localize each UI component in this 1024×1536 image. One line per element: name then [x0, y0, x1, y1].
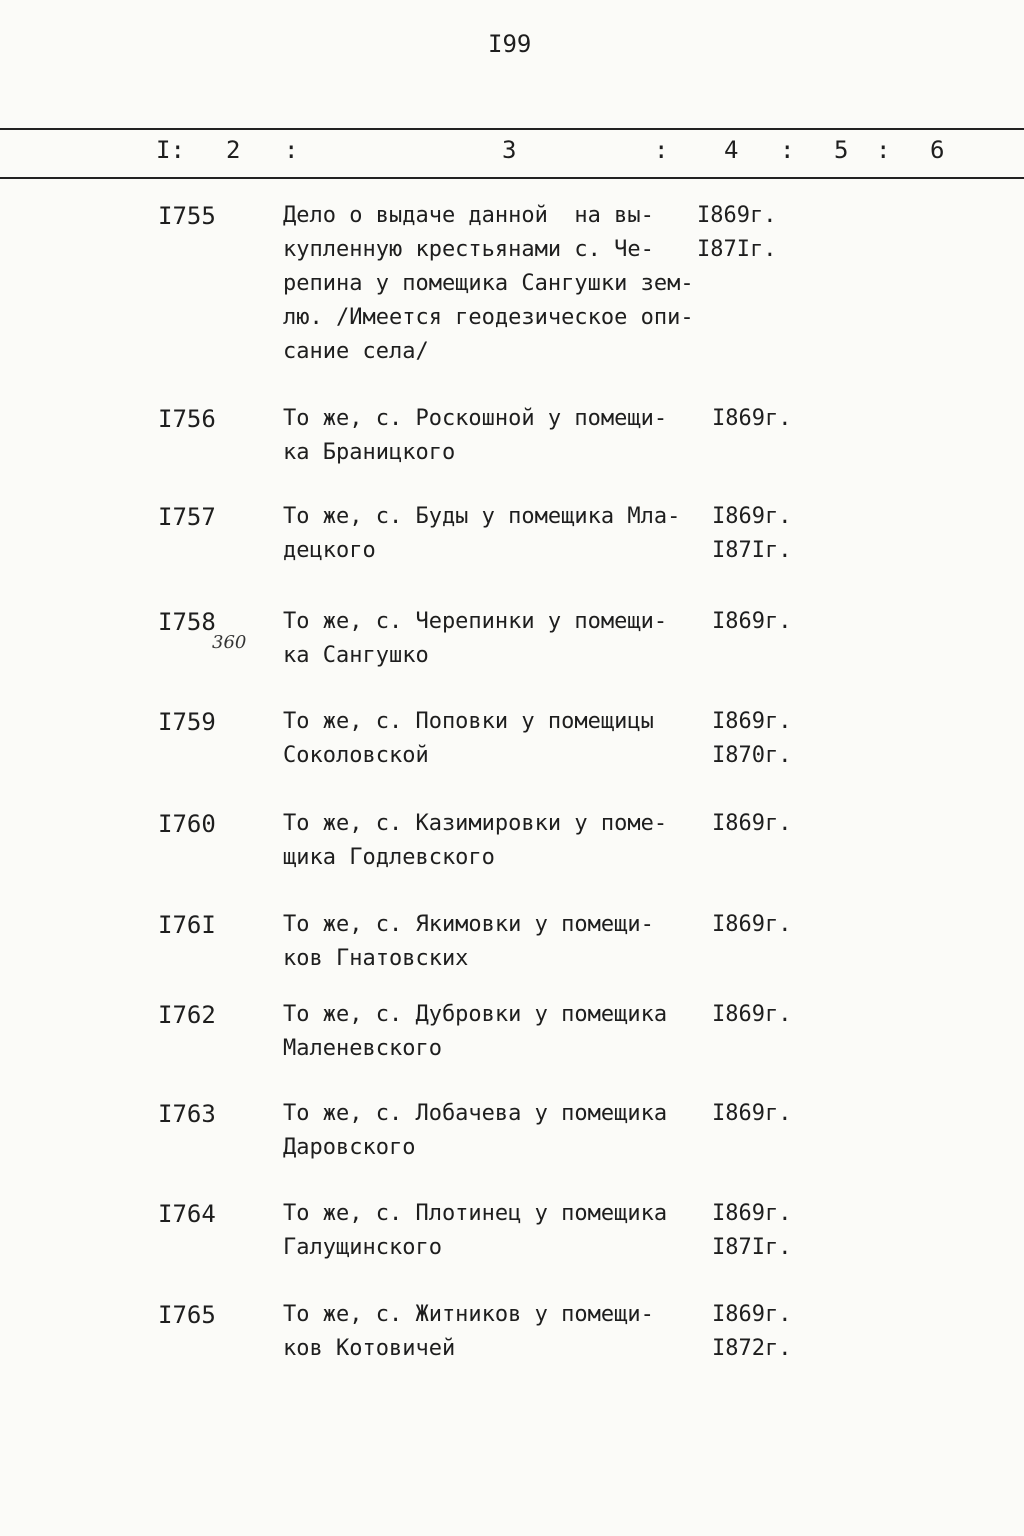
- entry-date: I869г.: [712, 1101, 792, 1126]
- description-line: То же, с. Лобачева у помещика: [283, 1101, 668, 1126]
- entry-number: I757: [158, 503, 216, 531]
- description-line: То же, с. Житников у помещи-: [283, 1302, 654, 1327]
- entry-number: I758: [158, 608, 216, 636]
- description-line: ков Гнатовских: [283, 946, 469, 971]
- description-line: Даровского: [283, 1135, 416, 1160]
- description-line: купленную крестьянами с. Че-: [283, 237, 654, 262]
- description-line: То же, с. Якимовки у помещи-: [283, 912, 654, 937]
- entry-date: I87Iг.: [712, 538, 792, 563]
- entry-dates: [712, 807, 791, 841]
- description-line: То же, с. Роскошной у помещи-: [283, 406, 668, 431]
- entry-description: [283, 908, 723, 976]
- entry-date: I869г.: [712, 1201, 792, 1226]
- column-header-2: 2: [226, 136, 241, 164]
- description-line: репина у помещика Сангушки зем-: [283, 271, 694, 296]
- entry-description: [283, 199, 723, 369]
- entry-number: I755: [158, 202, 216, 230]
- entry-dates: [712, 705, 791, 773]
- page-number: I99: [488, 30, 532, 58]
- header-bottom-rule: [0, 177, 1024, 179]
- entry-number: I76I: [158, 911, 216, 939]
- entry-description: [283, 1298, 723, 1366]
- entry-date: I869г.: [712, 504, 792, 529]
- entry-number: I763: [158, 1100, 216, 1128]
- entry-number: I760: [158, 810, 216, 838]
- column-header-6: 6: [930, 136, 945, 164]
- entry-date: I87Iг.: [712, 1235, 792, 1260]
- description-line: То же, с. Поповки у помещицы: [283, 709, 654, 734]
- description-line: Галущинского: [283, 1235, 442, 1260]
- description-line: То же, с. Черепинки у помещи-: [283, 609, 668, 634]
- entry-description: [283, 1197, 723, 1265]
- header-top-rule: [0, 128, 1024, 130]
- entry-number: I762: [158, 1001, 216, 1029]
- entry-description: [283, 1097, 723, 1165]
- entry-dates: [712, 605, 791, 639]
- entry-date: I870г.: [712, 743, 792, 768]
- column-separator: :: [284, 136, 299, 164]
- entry-description: [283, 500, 723, 568]
- entry-dates: [712, 402, 791, 436]
- entry-date: I869г.: [712, 1302, 792, 1327]
- entry-dates: [712, 1197, 791, 1265]
- entry-date: I869г.: [697, 203, 777, 228]
- handwritten-note: 360: [212, 632, 247, 653]
- entry-description: [283, 605, 723, 673]
- entry-date: I869г.: [712, 1002, 792, 1027]
- entry-description: [283, 807, 723, 875]
- column-header-5: 5: [834, 136, 849, 164]
- description-line: ков Котовичей: [283, 1336, 456, 1361]
- description-line: Маленевского: [283, 1036, 442, 1061]
- column-header-1: I:: [156, 136, 185, 164]
- entry-date: I869г.: [712, 609, 792, 634]
- entry-dates: [712, 500, 791, 568]
- description-line: лю. /Имеется геодезическое опи-: [283, 305, 694, 330]
- entry-dates: [712, 1298, 791, 1366]
- description-line: То же, с. Плотинец у помещика: [283, 1201, 668, 1226]
- entry-date: I869г.: [712, 709, 792, 734]
- description-line: Дело о выдаче данной на вы-: [283, 203, 654, 228]
- entry-date: I869г.: [712, 406, 792, 431]
- entry-date: I869г.: [712, 811, 792, 836]
- entry-number: I759: [158, 708, 216, 736]
- entry-dates: [697, 199, 776, 267]
- entry-number: I756: [158, 405, 216, 433]
- column-separator: :: [876, 136, 891, 164]
- description-line: ка Сангушко: [283, 643, 429, 668]
- description-line: Соколовской: [283, 743, 429, 768]
- description-line: То же, с. Буды у помещика Мла-: [283, 504, 681, 529]
- entry-number: I764: [158, 1200, 216, 1228]
- description-line: То же, с. Дубровки у помещика: [283, 1002, 668, 1027]
- column-header-3: 3: [502, 136, 517, 164]
- description-line: децкого: [283, 538, 376, 563]
- description-line: ка Браницкого: [283, 440, 456, 465]
- entry-dates: [712, 908, 791, 942]
- column-separator: :: [780, 136, 795, 164]
- description-line: То же, с. Казимировки у поме-: [283, 811, 668, 836]
- column-separator: :: [654, 136, 669, 164]
- entry-description: [283, 705, 723, 773]
- description-line: щика Годлевского: [283, 845, 495, 870]
- entry-date: I87Iг.: [697, 237, 777, 262]
- entry-description: [283, 998, 723, 1066]
- entry-date: I869г.: [712, 912, 792, 937]
- column-header-4: 4: [724, 136, 739, 164]
- entry-dates: [712, 1097, 791, 1131]
- description-line: сание села/: [283, 339, 429, 364]
- entry-description: [283, 402, 723, 470]
- entry-number: I765: [158, 1301, 216, 1329]
- entry-date: I872г.: [712, 1336, 792, 1361]
- entry-dates: [712, 998, 791, 1032]
